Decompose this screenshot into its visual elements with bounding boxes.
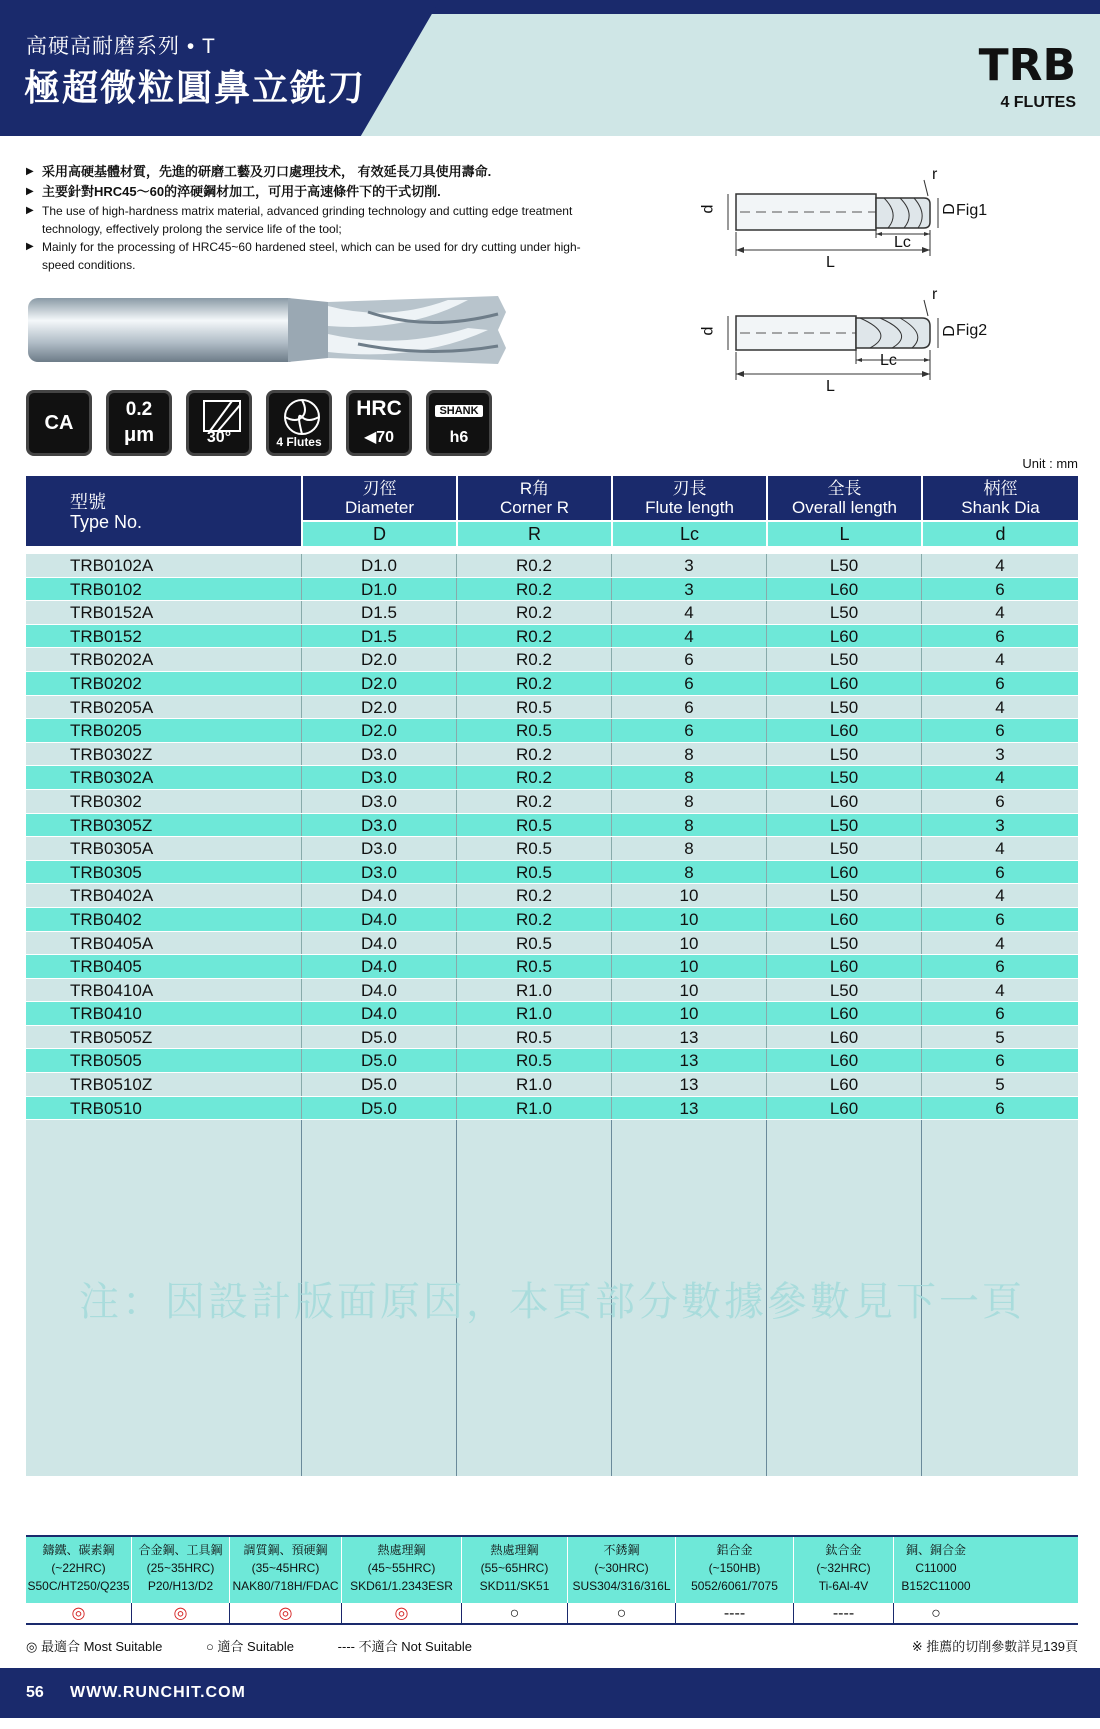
cell-type-no: TRB0302 <box>70 791 142 811</box>
cell-shank-dia: 4 <box>921 837 1078 860</box>
cell-type-no: TRB0410A <box>70 980 154 1000</box>
cutting-params-reference: ※ 推薦的切削參數詳見139頁 <box>911 1639 1078 1654</box>
cell-overall-length: L60 <box>766 1097 921 1120</box>
cell-overall-length: L60 <box>766 908 921 931</box>
cell-shank-dia: 6 <box>921 625 1078 648</box>
table-row <box>26 814 1078 838</box>
suitability-mark: ◎ <box>230 1603 342 1623</box>
table-row <box>26 884 1078 908</box>
cell-type-no: TRB0205 <box>70 721 142 741</box>
cell-type-no: TRB0302A <box>70 768 154 788</box>
suitability-mark: ◎ <box>342 1603 462 1623</box>
fig2-diameter-symbol: D <box>940 325 958 337</box>
cell-flute-length: 10 <box>611 955 766 978</box>
cell-flute-length: 6 <box>611 719 766 742</box>
table-row <box>26 554 1078 578</box>
material-l3: B152C11000 <box>901 1579 971 1593</box>
suitability-mark: ○ <box>462 1603 568 1623</box>
cell-diameter: D3.0 <box>301 837 456 860</box>
cell-overall-length: L60 <box>766 672 921 695</box>
table-row <box>26 601 1078 625</box>
product-title: 極超微粒圓鼻立銑刀 <box>24 67 367 108</box>
cell-flute-length: 8 <box>611 743 766 766</box>
material-names-row <box>26 1535 1078 1603</box>
cell-corner-r: R0.5 <box>456 861 611 884</box>
grain-size-value: 0.2 <box>125 399 153 420</box>
table-row <box>26 837 1078 861</box>
header-type-no <box>26 476 301 546</box>
grain-size-unit: μm <box>123 424 155 446</box>
end-mill-photo <box>28 292 508 368</box>
footer <box>0 1668 1100 1718</box>
header-shank-dia <box>921 476 1078 546</box>
cell-diameter: D1.0 <box>301 578 456 601</box>
material-l2: (~32HRC) <box>816 1561 871 1575</box>
cell-flute-length: 6 <box>611 672 766 695</box>
bullet-zh-2: ▶ 主要針對HRC45～60的淬硬鋼材加工，可用于高速條件下的干式切削. <box>26 182 586 202</box>
material-l2: (~150HB) <box>708 1561 761 1575</box>
cell-overall-length: L50 <box>766 554 921 577</box>
layout-note: 注：因設計版面原因，本頁部分數據參數見下一頁 <box>79 1280 1025 1325</box>
cell-corner-r: R0.5 <box>456 1026 611 1049</box>
table-row <box>26 766 1078 790</box>
suitability-mark: ---- <box>794 1603 894 1623</box>
cell-overall-length: L50 <box>766 743 921 766</box>
cell-overall-length: L60 <box>766 861 921 884</box>
fig2-overall-length-symbol: L <box>826 378 835 395</box>
material-l3: SKD61/1.2343ESR <box>350 1579 453 1593</box>
cell-diameter: D1.0 <box>301 554 456 577</box>
legend-suitable: ○ 適合 Suitable <box>205 1639 295 1654</box>
material-l3: 5052/6061/7075 <box>691 1579 778 1593</box>
four-flutes-icon <box>266 390 332 456</box>
cell-shank-dia: 6 <box>921 955 1078 978</box>
cell-diameter: D4.0 <box>301 884 456 907</box>
cell-corner-r: R0.2 <box>456 601 611 624</box>
cell-overall-length: L60 <box>766 719 921 742</box>
cell-type-no: TRB0510Z <box>70 1075 153 1095</box>
header-corner-r-en: Corner R <box>500 498 569 517</box>
fig1-diameter-symbol: D <box>940 203 958 215</box>
header-corner-r <box>456 476 611 546</box>
cell-diameter: D3.0 <box>301 766 456 789</box>
cell-diameter: D3.0 <box>301 861 456 884</box>
material-marks-row <box>26 1603 1078 1625</box>
suitability-mark: ○ <box>568 1603 676 1623</box>
cell-flute-length: 8 <box>611 814 766 837</box>
cell-shank-dia: 5 <box>921 1026 1078 1049</box>
flutes-label: 4 FLUTES <box>1000 94 1076 111</box>
material-l3: S50C/HT250/Q235 <box>27 1579 130 1593</box>
cell-corner-r: R0.5 <box>456 1049 611 1072</box>
material-l2: (45~55HRC) <box>367 1561 436 1575</box>
header-diameter-symbol: D <box>301 522 456 546</box>
cell-corner-r: R0.5 <box>456 837 611 860</box>
cell-flute-length: 6 <box>611 648 766 671</box>
cell-flute-length: 10 <box>611 884 766 907</box>
header-diameter-zh: 刃徑 <box>362 479 397 498</box>
feature-bullets <box>26 162 586 274</box>
cell-overall-length: L60 <box>766 1073 921 1096</box>
ca-coating-icon <box>26 390 92 456</box>
cell-corner-r: R1.0 <box>456 1073 611 1096</box>
cell-corner-r: R0.2 <box>456 625 611 648</box>
header-overall-length-en: Overall length <box>792 498 897 517</box>
cell-corner-r: R1.0 <box>456 1097 611 1120</box>
cell-overall-length: L60 <box>766 625 921 648</box>
legend <box>26 1636 1078 1655</box>
cell-corner-r: R0.2 <box>456 884 611 907</box>
material-l1: 鈦合金 <box>825 1543 862 1557</box>
material-l1: 合金鋼、工具鋼 <box>138 1543 223 1557</box>
table-row <box>26 696 1078 720</box>
cell-diameter: D4.0 <box>301 932 456 955</box>
cell-diameter: D4.0 <box>301 955 456 978</box>
header-diameter <box>301 476 456 546</box>
cell-diameter: D2.0 <box>301 719 456 742</box>
cell-diameter: D5.0 <box>301 1097 456 1120</box>
ca-label: CA <box>44 411 74 434</box>
cell-flute-length: 13 <box>611 1097 766 1120</box>
material-cell <box>676 1537 794 1603</box>
cell-overall-length: L60 <box>766 578 921 601</box>
cell-flute-length: 8 <box>611 766 766 789</box>
cell-flute-length: 8 <box>611 861 766 884</box>
feature-icons <box>26 390 492 456</box>
series-name: 高硬高耐磨系列 • T <box>26 35 216 58</box>
cell-overall-length: L50 <box>766 932 921 955</box>
unit-label: Unit : mm <box>1022 456 1078 471</box>
material-l2: C11000 <box>915 1561 957 1575</box>
cell-shank-dia: 4 <box>921 554 1078 577</box>
table-row <box>26 1026 1078 1050</box>
cell-overall-length: L50 <box>766 648 921 671</box>
fig2-radius-symbol: r <box>932 286 938 303</box>
cell-type-no: TRB0505 <box>70 1051 142 1071</box>
cell-type-no: TRB0510 <box>70 1098 142 1118</box>
cell-flute-length: 13 <box>611 1049 766 1072</box>
material-l2: (35~45HRC) <box>251 1561 320 1575</box>
cell-diameter: D1.5 <box>301 601 456 624</box>
cell-type-no: TRB0405 <box>70 957 142 977</box>
material-l3: Ti-6Al-4V <box>818 1579 869 1593</box>
shank-tolerance-value: h6 <box>449 429 469 446</box>
cell-type-no: TRB0402A <box>70 886 154 906</box>
cell-corner-r: R0.2 <box>456 648 611 671</box>
table-blank-area <box>26 1120 1078 1476</box>
cell-overall-length: L60 <box>766 1002 921 1025</box>
cell-overall-length: L50 <box>766 814 921 837</box>
cell-shank-dia: 6 <box>921 1002 1078 1025</box>
material-l1: 熱處理鋼 <box>490 1543 539 1557</box>
material-l3: NAK80/718H/FDAC <box>232 1579 339 1593</box>
cell-corner-r: R0.5 <box>456 932 611 955</box>
material-suitability-table <box>26 1535 1078 1625</box>
material-l2: (~22HRC) <box>51 1561 106 1575</box>
helix-lines-icon <box>202 399 242 433</box>
table-row <box>26 861 1078 885</box>
cell-overall-length: L50 <box>766 601 921 624</box>
bullet-zh-1: ▶ 采用高硬基體材質，先進的研磨工藝及刃口處理技术， 有效延長刀具使用壽命. <box>26 162 586 182</box>
cell-diameter: D2.0 <box>301 696 456 719</box>
shank-label: SHANK <box>435 405 483 417</box>
cell-overall-length: L60 <box>766 1026 921 1049</box>
material-cell <box>230 1537 342 1603</box>
cell-flute-length: 6 <box>611 696 766 719</box>
grain-size-icon <box>106 390 172 456</box>
product-code: TRB <box>978 40 1076 91</box>
material-l1: 銅、銅合金 <box>905 1543 966 1557</box>
cell-corner-r: R0.2 <box>456 554 611 577</box>
cell-flute-length: 3 <box>611 554 766 577</box>
fig1-label: Fig1 <box>956 202 988 219</box>
cell-diameter: D5.0 <box>301 1073 456 1096</box>
header-diameter-en: Diameter <box>345 498 414 517</box>
figure-1-drawing <box>700 170 1090 280</box>
material-cell <box>462 1537 568 1603</box>
cell-type-no: TRB0152A <box>70 603 154 623</box>
cell-shank-dia: 4 <box>921 601 1078 624</box>
figure-2-drawing <box>700 290 1090 400</box>
table-row <box>26 672 1078 696</box>
cell-corner-r: R0.2 <box>456 790 611 813</box>
cell-flute-length: 4 <box>611 625 766 648</box>
suitability-mark: ○ <box>931 1605 941 1622</box>
bullet-en-1: ▶ The use of high-hardness matrix material, advanced grinding technology and cutting edge treatment technology, effectively prolong the service life of the tool; <box>26 202 586 238</box>
cell-diameter: D4.0 <box>301 1002 456 1025</box>
header-overall-length-symbol: L <box>766 522 921 546</box>
cell-flute-length: 10 <box>611 979 766 1002</box>
material-cell <box>568 1537 676 1603</box>
cell-diameter: D3.0 <box>301 790 456 813</box>
cell-shank-dia: 6 <box>921 719 1078 742</box>
header-flute-length-zh: 刃長 <box>672 479 707 498</box>
fig2-shank-dia-symbol: d <box>699 326 717 336</box>
header-type-zh: 型號 <box>70 492 106 512</box>
cell-type-no: TRB0205A <box>70 697 154 717</box>
table-body <box>26 554 1078 1120</box>
cell-diameter: D4.0 <box>301 908 456 931</box>
cell-flute-length: 13 <box>611 1073 766 1096</box>
header-flute-length <box>611 476 766 546</box>
material-l1: 鑄鐵、碳素鋼 <box>42 1543 115 1557</box>
table-row <box>26 648 1078 672</box>
material-cell <box>132 1537 230 1603</box>
cell-type-no: TRB0305A <box>70 839 154 859</box>
cell-shank-dia: 4 <box>921 648 1078 671</box>
cell-type-no: TRB0152 <box>70 626 142 646</box>
cell-corner-r: R0.2 <box>456 908 611 931</box>
header-shank-dia-en: Shank Dia <box>961 498 1040 517</box>
suitability-mark: ◎ <box>26 1603 132 1623</box>
cell-corner-r: R0.5 <box>456 955 611 978</box>
material-cell <box>342 1537 462 1603</box>
cell-overall-length: L50 <box>766 766 921 789</box>
cell-flute-length: 13 <box>611 1026 766 1049</box>
cell-corner-r: R0.2 <box>456 578 611 601</box>
header-shank-dia-symbol: d <box>921 522 1078 546</box>
shank-tolerance-icon <box>426 390 492 456</box>
fig1-shank-dia-symbol: d <box>699 204 717 214</box>
cell-shank-dia: 4 <box>921 766 1078 789</box>
specification-table <box>26 476 1078 1476</box>
cell-diameter: D5.0 <box>301 1049 456 1072</box>
table-header <box>26 476 1078 546</box>
legend-most-suitable: ◎ 最適合 Most Suitable <box>26 1639 163 1654</box>
cell-flute-length: 8 <box>611 837 766 860</box>
table-row <box>26 625 1078 649</box>
cell-flute-length: 10 <box>611 932 766 955</box>
cell-type-no: TRB0410 <box>70 1004 142 1024</box>
cell-shank-dia: 4 <box>921 979 1078 1002</box>
cell-shank-dia: 6 <box>921 1097 1078 1120</box>
header-corner-r-zh: R角 <box>519 479 550 498</box>
hrc-value: ◀70 <box>363 429 395 446</box>
header-flute-length-en: Flute length <box>645 498 734 517</box>
cell-type-no: TRB0405A <box>70 933 154 953</box>
cell-shank-dia: 3 <box>921 743 1078 766</box>
cell-shank-dia: 4 <box>921 696 1078 719</box>
material-l2: (55~65HRC) <box>480 1561 549 1575</box>
fig1-flute-length-symbol: Lc <box>894 234 911 251</box>
cell-overall-length: L60 <box>766 955 921 978</box>
table-row <box>26 932 1078 956</box>
cell-shank-dia: 6 <box>921 1049 1078 1072</box>
figure-2 <box>699 286 1090 400</box>
cell-diameter: D3.0 <box>301 743 456 766</box>
cell-shank-dia: 6 <box>921 861 1078 884</box>
cell-type-no: TRB0305Z <box>70 815 153 835</box>
cell-diameter: D2.0 <box>301 672 456 695</box>
cell-diameter: D4.0 <box>301 979 456 1002</box>
cell-overall-length: L50 <box>766 837 921 860</box>
material-cell <box>894 1537 978 1603</box>
cell-type-no: TRB0202A <box>70 650 154 670</box>
cell-flute-length: 8 <box>611 790 766 813</box>
flute-cross-section-icon <box>282 397 322 437</box>
cell-diameter: D5.0 <box>301 1026 456 1049</box>
material-cell <box>26 1537 132 1603</box>
cell-type-no: TRB0305 <box>70 862 142 882</box>
table-row <box>26 743 1078 767</box>
suitability-mark: ---- <box>676 1603 794 1623</box>
website-url[interactable]: WWW.RUNCHIT.COM <box>70 1684 246 1701</box>
suitability-mark: ◎ <box>132 1603 230 1623</box>
cell-diameter: D3.0 <box>301 814 456 837</box>
cell-corner-r: R0.2 <box>456 672 611 695</box>
flutes-count-label: 4 Flutes <box>276 435 322 449</box>
header-overall-length-zh: 全長 <box>827 479 862 498</box>
cell-flute-length: 3 <box>611 578 766 601</box>
material-l3: P20/H13/D2 <box>147 1579 214 1593</box>
cell-type-no: TRB0202 <box>70 673 142 693</box>
cell-overall-length: L50 <box>766 696 921 719</box>
cell-shank-dia: 6 <box>921 672 1078 695</box>
fig1-overall-length-symbol: L <box>826 254 835 271</box>
fig2-flute-length-symbol: Lc <box>880 352 897 369</box>
cell-corner-r: R1.0 <box>456 1002 611 1025</box>
bullet-en-2: ▶ Mainly for the processing of HRC45~60 hardened steel, which can be used for dry cutting under high-speed conditions. <box>26 238 586 274</box>
cell-type-no: TRB0102 <box>70 579 142 599</box>
hrc-label: HRC <box>356 397 402 420</box>
table-row <box>26 1002 1078 1026</box>
cell-type-no: TRB0102A <box>70 556 154 575</box>
header-flute-length-symbol: Lc <box>611 522 766 546</box>
cell-shank-dia: 5 <box>921 1073 1078 1096</box>
table-row <box>26 790 1078 814</box>
table-row <box>26 1049 1078 1073</box>
cell-corner-r: R0.2 <box>456 766 611 789</box>
cell-corner-r: R1.0 <box>456 979 611 1002</box>
cell-shank-dia: 6 <box>921 578 1078 601</box>
page-number: 56 <box>26 1684 44 1701</box>
header-shank-dia-zh: 柄徑 <box>983 479 1018 498</box>
cell-shank-dia: 6 <box>921 790 1078 813</box>
material-l2: (~30HRC) <box>594 1561 649 1575</box>
cell-shank-dia: 6 <box>921 908 1078 931</box>
cell-shank-dia: 4 <box>921 932 1078 955</box>
fig2-label: Fig2 <box>956 322 988 339</box>
cell-type-no: TRB0402 <box>70 909 142 929</box>
material-l1: 鋁合金 <box>716 1543 753 1557</box>
cell-diameter: D2.0 <box>301 648 456 671</box>
table-row <box>26 908 1078 932</box>
figure-1 <box>699 166 1090 280</box>
helix-angle-icon <box>186 390 252 456</box>
material-l3: SKD11/SK51 <box>479 1579 550 1593</box>
cell-overall-length: L60 <box>766 790 921 813</box>
cell-flute-length: 10 <box>611 1002 766 1025</box>
helix-angle-label: 30° <box>206 429 232 446</box>
table-row <box>26 979 1078 1003</box>
cell-overall-length: L50 <box>766 884 921 907</box>
header-corner-r-symbol: R <box>456 522 611 546</box>
material-l1: 調質鋼、預硬鋼 <box>243 1543 328 1557</box>
table-row <box>26 578 1078 602</box>
cell-flute-length: 10 <box>611 908 766 931</box>
legend-not-suitable: ---- 不適合 Not Suitable <box>337 1639 473 1654</box>
material-l1: 熱處理鋼 <box>377 1543 426 1557</box>
cell-diameter: D1.5 <box>301 625 456 648</box>
hrc-icon <box>346 390 412 456</box>
material-l2: (25~35HRC) <box>146 1561 215 1575</box>
table-row <box>26 1073 1078 1097</box>
material-l3: SUS304/316/316L <box>572 1579 671 1593</box>
table-row <box>26 719 1078 743</box>
cell-overall-length: L50 <box>766 979 921 1002</box>
cell-type-no: TRB0505Z <box>70 1027 153 1047</box>
cell-shank-dia: 3 <box>921 814 1078 837</box>
material-cell <box>794 1537 894 1603</box>
table-row <box>26 1097 1078 1121</box>
header-type-en: Type No. <box>70 512 143 532</box>
cell-overall-length: L60 <box>766 1049 921 1072</box>
material-l1: 不銹鋼 <box>603 1543 640 1557</box>
table-row <box>26 955 1078 979</box>
cell-corner-r: R0.2 <box>456 743 611 766</box>
cell-type-no: TRB0302Z <box>70 744 153 764</box>
header-overall-length <box>766 476 921 546</box>
cell-corner-r: R0.5 <box>456 719 611 742</box>
cell-corner-r: R0.5 <box>456 696 611 719</box>
cell-shank-dia: 4 <box>921 884 1078 907</box>
fig1-radius-symbol: r <box>932 166 938 183</box>
cell-flute-length: 4 <box>611 601 766 624</box>
cell-corner-r: R0.5 <box>456 814 611 837</box>
